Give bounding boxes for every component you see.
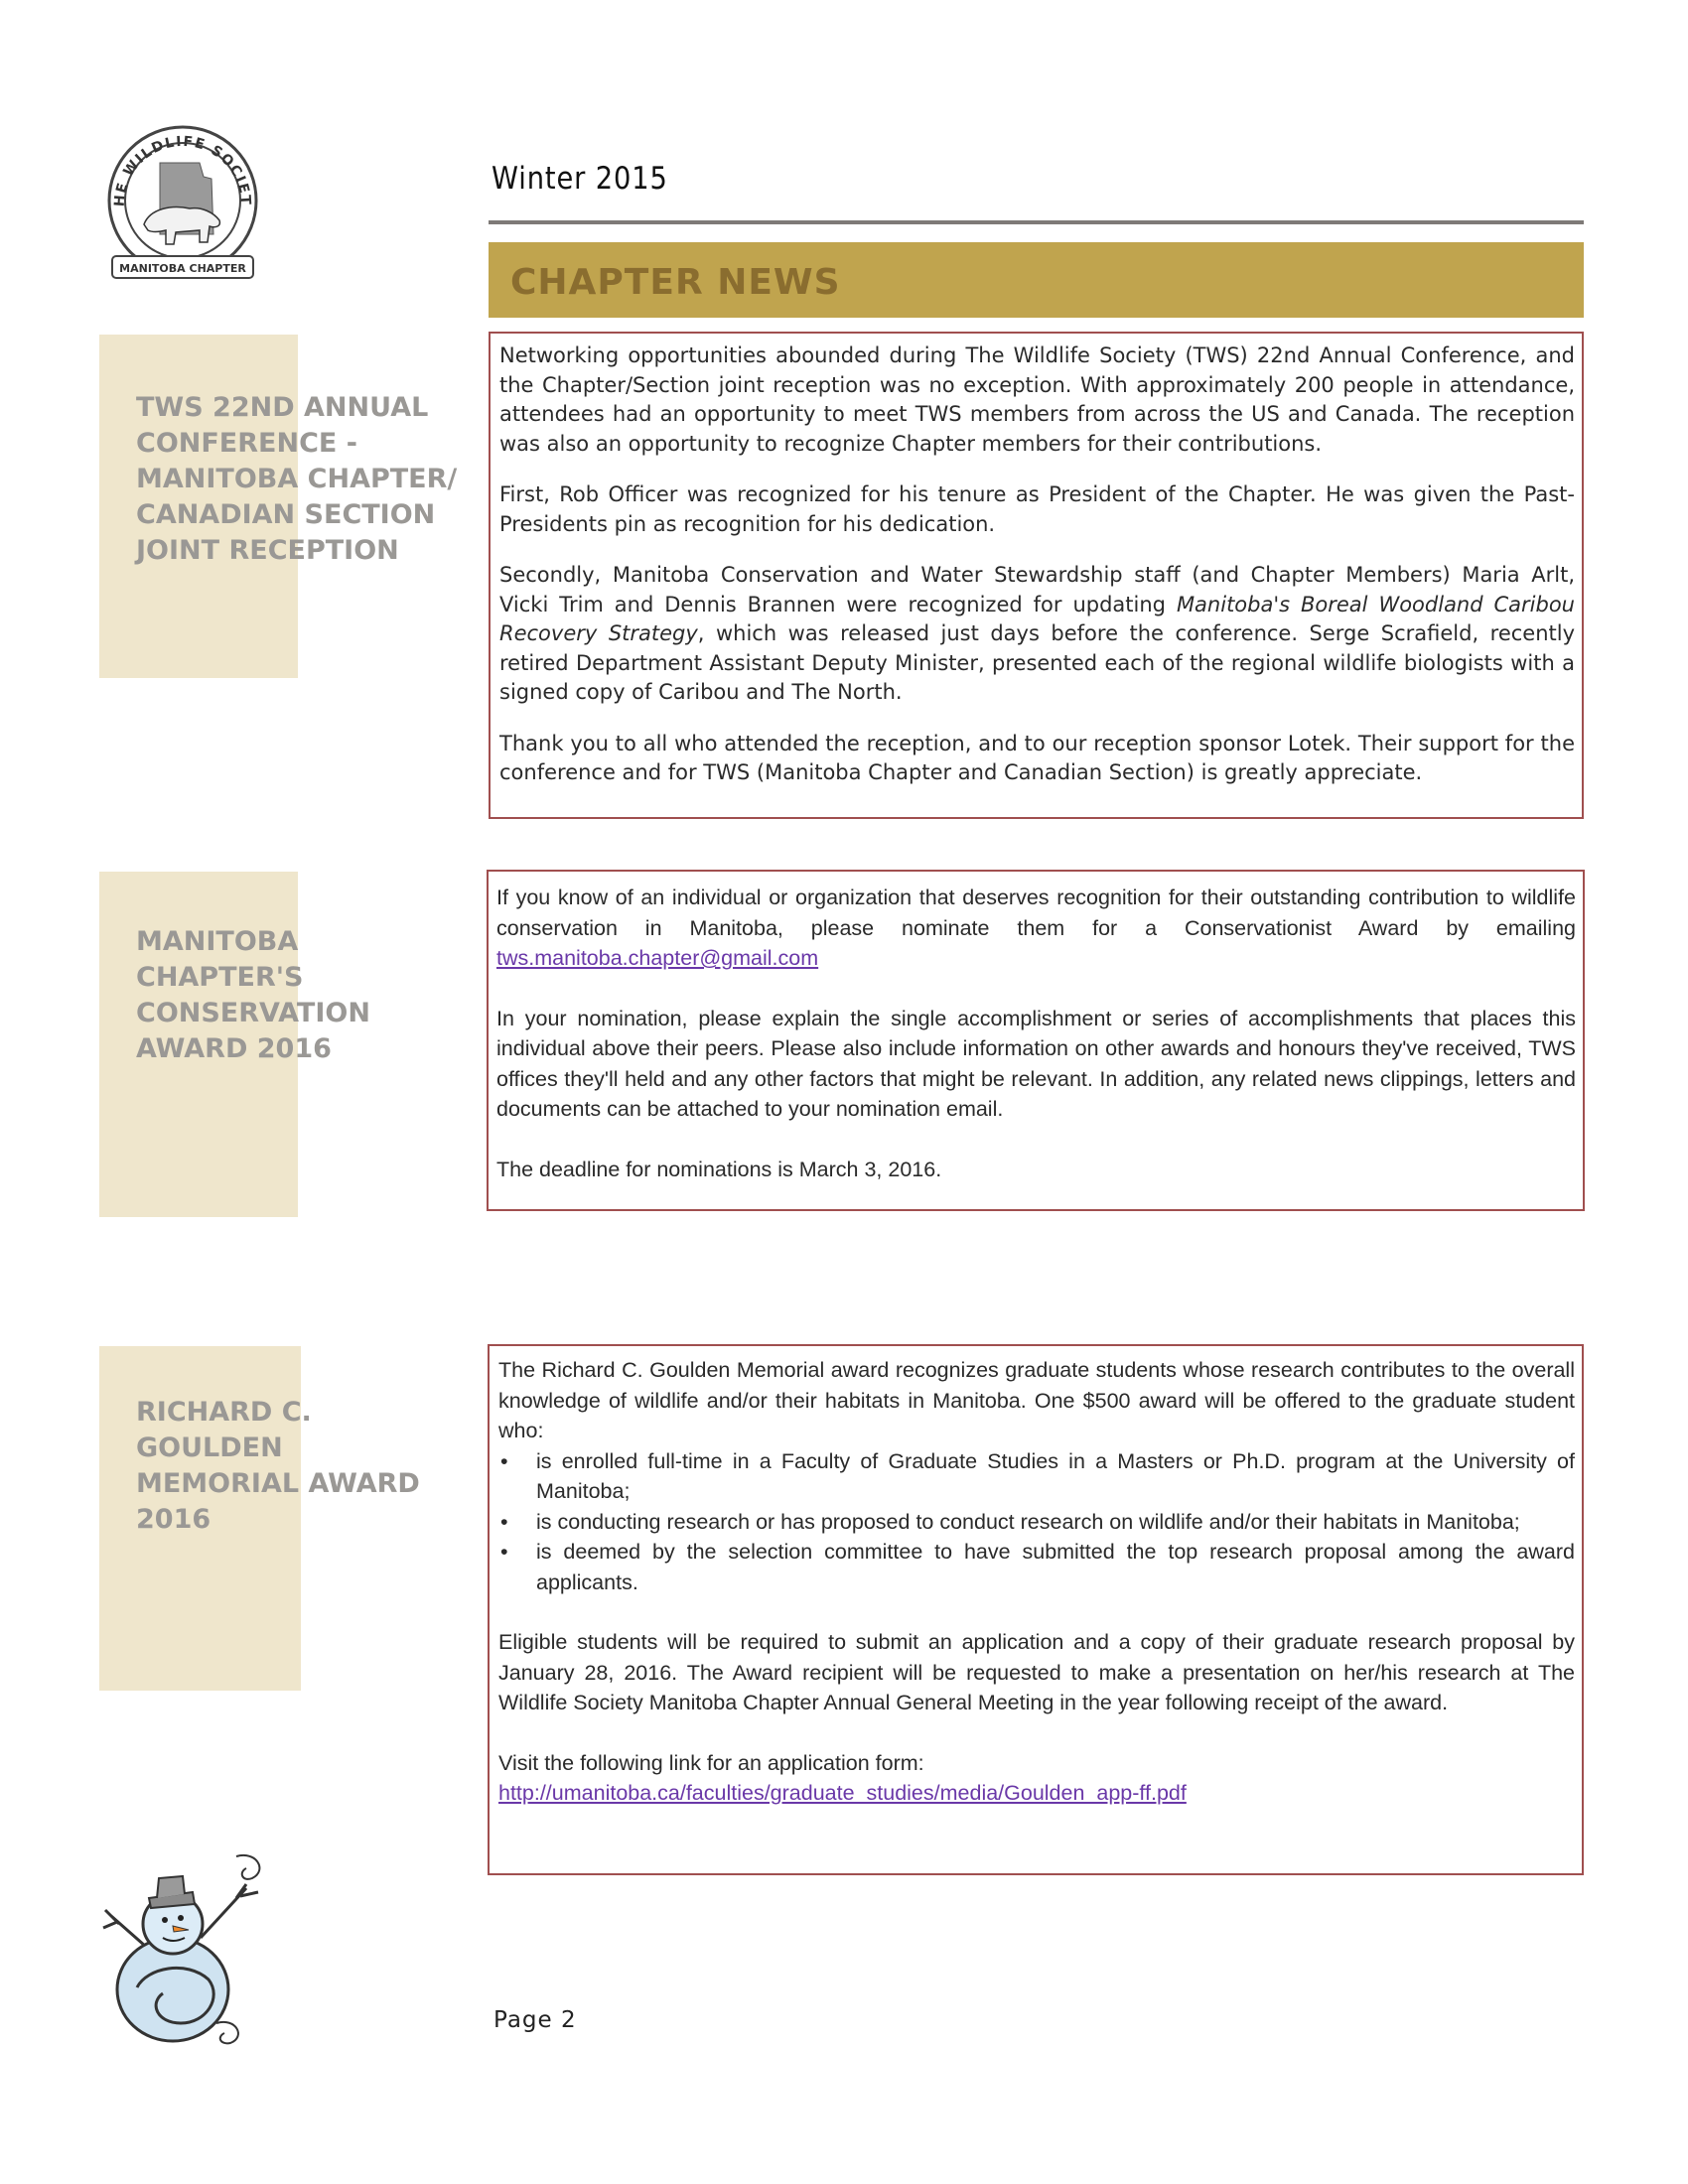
content-box-conference (489, 332, 1584, 819)
deadline-text: The deadline for nominations is March 3, 2016. (496, 1157, 942, 1181)
list-item: • is enrolled full-time in a Faculty of Graduate Studies in a Masters or Ph.D. program at the University of Manitoba; (500, 1448, 1575, 1503)
paragraph: Thank you to all who attended the reception, and to our reception sponsor Lotek. Their support for the conference and for TWS (Manitoba Chapter and Canadian Section) is greatly appreciate. (499, 731, 1575, 784)
paragraph: Networking opportunities abounded during The Wildlife Society (TWS) 22nd Annual Conference, and the Chapter/Section joint reception was no exception. With approximately 200 people in attendance, attendees had an opportunity to meet TWS members from across the US and Canada. The reception was also an opportunity to recognize Chapter members for their contributions. (499, 343, 1575, 456)
page-number: Page 2 (493, 2007, 577, 2033)
side-label-conservation: MANITOBA CHAPTER'S CONSERVATION AWARD 2016 (136, 926, 370, 1064)
logo-arc-text: HE WILDLIFE SOCIET (111, 133, 254, 207)
list-item: • is deemed by the selection committee to have submitted the top research proposal among the award applicants. (500, 1540, 1575, 1594)
eligibility-list (498, 1446, 1575, 1598)
side-label-conference: TWS 22ND ANNUAL CONFERENCE - MANITOBA CHAPTER/ CANADIAN SECTION JOINT RECEPTION (136, 392, 458, 566)
email-link[interactable]: tws.manitoba.chapter@gmail.com (496, 946, 819, 970)
side-label-goulden: RICHARD C. GOULDEN MEMORIAL AWARD 2016 (136, 1397, 420, 1535)
snowman-illustration (97, 1848, 276, 2052)
paragraph: In your nomination, please explain the single accomplishment or series of accomplishments that places this individual above their peers. Please also include information on other awards and honours they've received, TWS offices they'll held and any other factors that might be relevant. In addition, any related news clippings, letters and documents can be attached to your nomination email. (496, 1006, 1576, 1121)
header-rule (489, 220, 1584, 224)
society-logo (102, 117, 263, 288)
link-intro: Visit the following link for an application form: (498, 1750, 924, 1775)
list-item: • is conducting research or has proposed to conduct research on wildlife and/or their habitats in Manitoba; (500, 1509, 1520, 1534)
content-box-goulden (488, 1344, 1584, 1875)
paragraph: Eligible students will be required to submit an application and a copy of their graduate research proposal by January 28, 2016. The Award recipient will be requested to make a presentation on her/his research at The Wildlife Society Manitoba Chapter Annual General Meeting in the year following receipt of the award. (498, 1630, 1575, 1714)
paragraph: If you know of an individual or organization that deserves recognition for their outstanding contribution to wildlife conservation in Manitoba, please nominate them for a Conservationist Award by emailing tws.manitoba.chapter@gmail.com (496, 886, 1576, 970)
section-banner (489, 242, 1584, 318)
logo-banner-text: MANITOBA CHAPTER (119, 262, 246, 275)
section-title: CHAPTER NEWS (510, 262, 841, 303)
application-form-link[interactable]: http://umanitoba.ca/faculties/graduate_studies/media/Goulden_app-ff.pdf (498, 1781, 1187, 1805)
paragraph: First, Rob Officer was recognized for his tenure as President of the Chapter. He was given the Past-Presidents pin as recognition for his dedication. (499, 482, 1575, 536)
issue-date: Winter 2015 (492, 161, 668, 197)
content-box-conservation (487, 870, 1585, 1211)
strategy-title: Manitoba's Boreal Woodland Caribou Recovery Strategy (499, 592, 1575, 645)
paragraph: Secondly, Manitoba Conservation and Water Stewardship staff (and Chapter Members) Maria Arlt, Vicki Trim and Dennis Brannen were recognized for updating Manitoba's Boreal Woodland Caribou Recovery Strategy, which was released just days before the conference. Serge Scrafield, recently retired Department Assistant Deputy Minister, presented each of the regional wildlife biologists with a signed copy of Caribou and The North. (499, 563, 1576, 704)
paragraph: The Richard C. Goulden Memorial award recognizes graduate students whose research contributes to the overall knowledge of wildlife and/or their habitats in Manitoba. One $500 award will be offered to the graduate student who: (498, 1358, 1575, 1442)
